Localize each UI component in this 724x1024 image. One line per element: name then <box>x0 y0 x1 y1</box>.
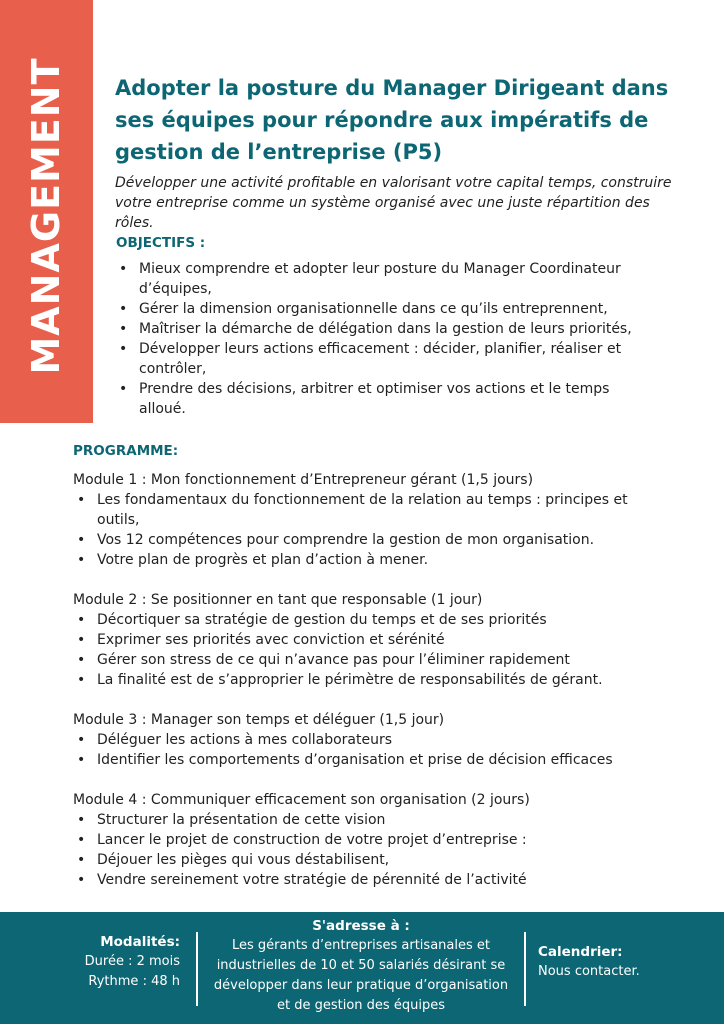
bullet-icon: • <box>77 672 86 688</box>
list-item <box>119 299 659 319</box>
bullet-icon: • <box>77 612 86 628</box>
list-item-text: Déléguer les actions à mes collaborateurs <box>97 732 393 748</box>
module-2 <box>73 590 673 690</box>
module-items <box>73 610 673 690</box>
bullet-icon: • <box>77 812 86 828</box>
bullet-icon: • <box>77 852 86 868</box>
list-item-text: Vendre sereinement votre stratégie de pérennité de l’activité <box>97 872 527 888</box>
list-item <box>77 490 673 530</box>
module-items <box>73 490 673 570</box>
list-item <box>119 339 659 379</box>
list-item <box>77 630 673 650</box>
list-item <box>77 550 673 570</box>
intro-text: Développer une activité profitable en valorisant votre capital temps, construire votre entreprise comme un système organisé avec une juste répartition des rôles. <box>115 175 672 231</box>
side-band <box>0 0 93 423</box>
list-item-text: Mieux comprendre et adopter leur posture du Manager Coordinateur d’équipes, <box>139 261 621 297</box>
bullet-icon: • <box>77 652 86 668</box>
list-item <box>119 259 659 299</box>
module-title: Module 4 : Communiquer efficacement son organisation (2 jours) <box>73 792 530 808</box>
list-item-text: Structurer la présentation de cette vision <box>97 812 386 828</box>
module-items <box>73 810 673 890</box>
adresse-block <box>208 916 514 1016</box>
footer-divider <box>524 932 526 1006</box>
adresse-heading: S'adresse à : <box>312 918 410 934</box>
duree-text: Durée : 2 mois <box>84 954 180 969</box>
list-item-text: Votre plan de progrès et plan d’action à mener. <box>97 552 429 568</box>
objectifs-heading: OBJECTIFS : <box>116 235 206 251</box>
list-item <box>77 850 673 870</box>
list-item <box>119 319 659 339</box>
bullet-icon: • <box>77 752 86 768</box>
bullet-icon: • <box>77 632 86 648</box>
bullet-icon: • <box>119 321 128 337</box>
bullet-icon: • <box>77 832 86 848</box>
modalites-heading: Modalités: <box>100 934 180 950</box>
list-item <box>77 730 673 750</box>
page-title: Adopter la posture du Manager Dirigeant dans ses équipes pour répondre aux impératifs de gestion de l’entreprise (P5) <box>115 76 669 164</box>
list-item-text: Exprimer ses priorités avec conviction et sérénité <box>97 632 445 648</box>
rythme-text: Rythme : 48 h <box>88 974 180 989</box>
list-item <box>77 650 673 670</box>
bullet-icon: • <box>119 261 128 277</box>
adresse-text: Les gérants d’entreprises artisanales et industrielles de 10 et 50 salariés désirant se développer dans leur pratique d’organisation et de gestion des équipes <box>213 938 509 1013</box>
module-4 <box>73 790 673 890</box>
list-item <box>77 870 673 890</box>
bullet-icon: • <box>77 872 86 888</box>
module-3 <box>73 710 673 770</box>
footer-divider <box>196 932 198 1006</box>
list-item-text: Gérer la dimension organisationnelle dans ce qu’ils entreprennent, <box>139 301 608 317</box>
bullet-icon: • <box>119 381 128 397</box>
bullet-icon: • <box>77 552 86 568</box>
list-item <box>119 379 659 419</box>
list-item-text: Décortiquer sa stratégie de gestion du temps et de ses priorités <box>97 612 547 628</box>
list-item <box>77 530 673 550</box>
list-item-text: Gérer son stress de ce qui n’avance pas pour l’éliminer rapidement <box>97 652 570 668</box>
side-label: MANAGEMENT <box>24 57 68 375</box>
list-item-text: La finalité est de s’approprier le périmètre de responsabilités de gérant. <box>97 672 603 688</box>
list-item <box>77 830 673 850</box>
module-1 <box>73 470 673 570</box>
list-item <box>77 750 673 770</box>
module-title: Module 2 : Se positionner en tant que responsable (1 jour) <box>73 592 483 608</box>
calendrier-text: Nous contacter. <box>538 964 640 979</box>
list-item <box>77 610 673 630</box>
list-item-text: Développer leurs actions efficacement : décider, planifier, réaliser et contrôler, <box>139 341 622 377</box>
module-title: Module 1 : Mon fonctionnement d’Entrepreneur gérant (1,5 jours) <box>73 472 534 488</box>
modalites-block <box>60 932 180 992</box>
programme-heading: PROGRAMME: <box>73 443 179 459</box>
list-item <box>77 810 673 830</box>
bullet-icon: • <box>77 732 86 748</box>
footer-band <box>0 912 724 1024</box>
list-item-text: Déjouer les pièges qui vous déstabilisent, <box>97 852 390 868</box>
bullet-icon: • <box>77 532 86 548</box>
list-item-text: Identifier les comportements d’organisation et prise de décision efficaces <box>97 752 613 768</box>
calendrier-block <box>538 942 708 982</box>
calendrier-heading: Calendrier: <box>538 944 623 960</box>
list-item-text: Les fondamentaux du fonctionnement de la relation au temps : principes et outils, <box>97 492 628 528</box>
list-item-text: Vos 12 compétences pour comprendre la gestion de mon organisation. <box>97 532 595 548</box>
bullet-icon: • <box>119 301 128 317</box>
list-item-text: Prendre des décisions, arbitrer et optimiser vos actions et le temps alloué. <box>139 381 610 417</box>
list-item-text: Maîtriser la démarche de délégation dans la gestion de leurs priorités, <box>139 321 632 337</box>
module-title: Module 3 : Manager son temps et déléguer (1,5 jour) <box>73 712 445 728</box>
module-items <box>73 730 673 770</box>
bullet-icon: • <box>119 341 128 357</box>
bullet-icon: • <box>77 492 86 508</box>
list-item-text: Lancer le projet de construction de votre projet d’entreprise : <box>97 832 527 848</box>
list-item <box>77 670 673 690</box>
programme-modules <box>73 470 673 910</box>
objectifs-list <box>119 259 659 419</box>
